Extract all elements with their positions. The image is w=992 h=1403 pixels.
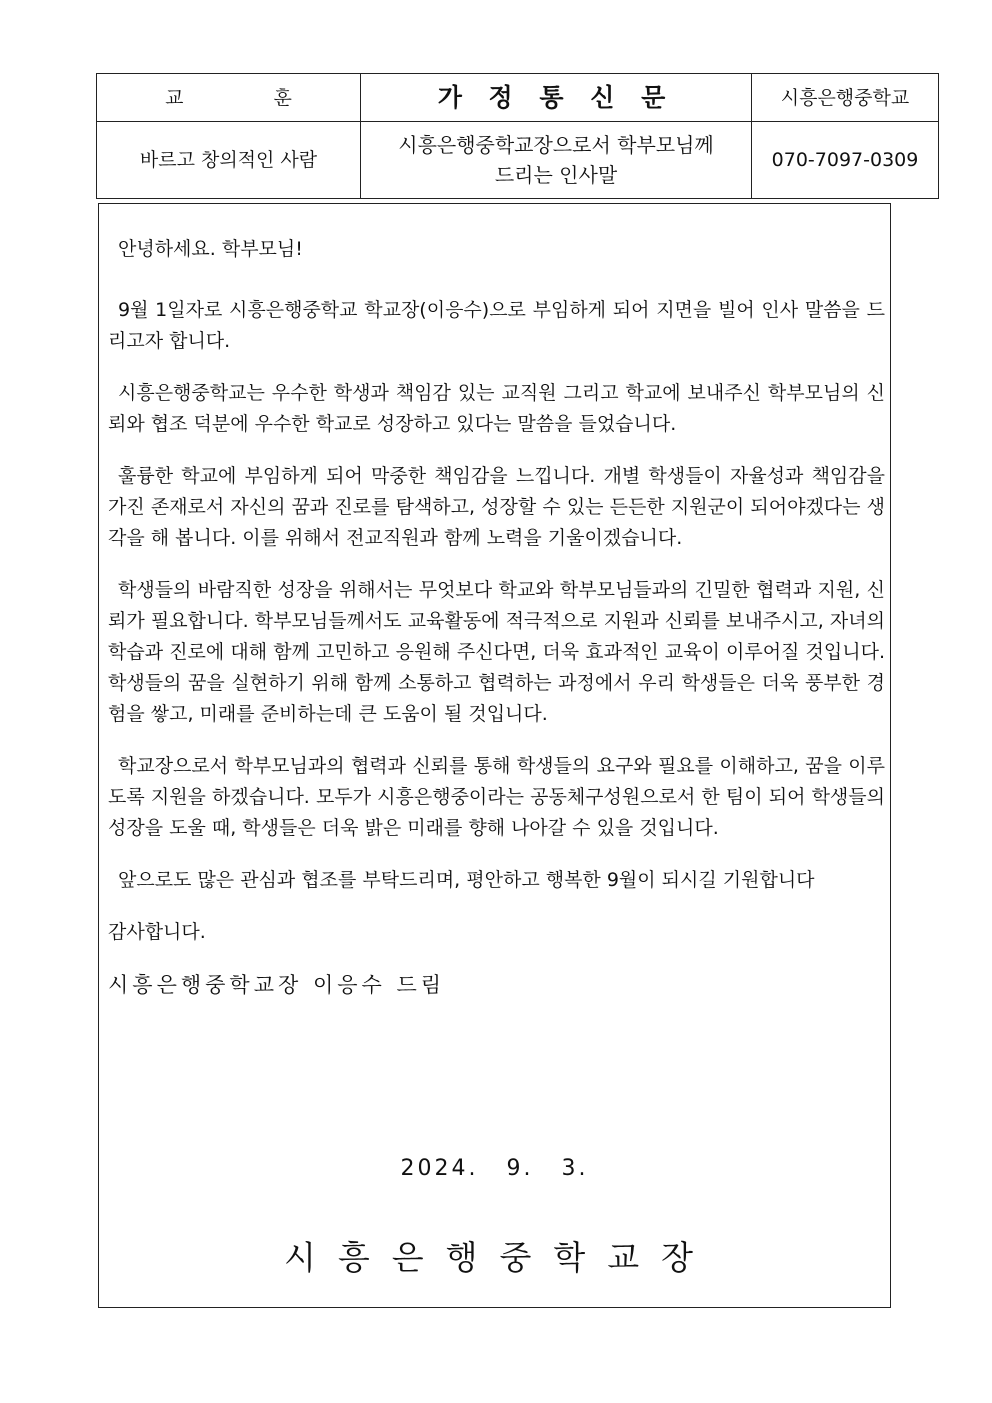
paragraph: 시흥은행중학교는 우수한 학생과 책임감 있는 교직원 그리고 학교에 보내주신 학부모님의 신뢰와 협조 덕분에 우수한 학교로 성장하고 있다는 말씀을 들었습니다.: [108, 382, 885, 435]
paragraph: 앞으로도 많은 관심과 협조를 부탁드리며, 평안하고 행복한 9월이 되시길 기원합니다: [118, 869, 815, 891]
document-title: 가 정 통 신 문: [361, 74, 752, 122]
letter-box: [98, 203, 891, 1308]
letter-date: 2024. 9. 3.: [400, 1156, 589, 1181]
school-name: 시흥은행중학교: [752, 74, 939, 122]
letter-subject: [361, 122, 752, 199]
header-row-1: [97, 74, 939, 122]
subject-line-2: 드리는 인사말: [494, 163, 618, 187]
closing-signature: 시흥은행중학교장: [283, 1238, 716, 1277]
paragraph: 학생들의 바람직한 성장을 위해서는 무엇보다 학교와 학부모님들과의 긴밀한 협력과 지원, 신뢰가 필요합니다. 학부모님들께서도 교육활동에 적극적으로 지원과 신뢰를 보내주시고, 자녀의 학습과 진로에 대해 함께 고민하고 응원해 주신다면, 더욱 효과적인 교육이 이루어질 것입니다. 학생들의 꿈을 실현하기 위해 함께 소통하고 협력하는 과정에서 우리 학생들은 더욱 풍부한 경험을 쌓고, 미래를 준비하는데 큰 도움이 될 것입니다.: [108, 579, 885, 725]
paragraph: 학교장으로서 학부모님과의 협력과 신뢰를 통해 학생들의 요구와 필요를 이해하고, 꿈을 이루도록 지원을 하겠습니다. 모두가 시흥은행중이라는 공동체구성원으로서 한 팀이 되어 학생들의 성장을 도울 때, 학생들은 더욱 밝은 미래를 향해 나아갈 수 있을 것입니다.: [108, 755, 885, 839]
header-table: [96, 73, 939, 199]
motto-label: 교 훈: [97, 74, 361, 122]
paragraph: 9월 1일자로 시흥은행중학교 학교장(이응수)으로 부임하게 되어 지면을 빌어 인사 말씀을 드리고자 합니다.: [108, 299, 885, 352]
thanks-line: 감사합니다.: [108, 921, 206, 943]
school-motto: 바르고 창의적인 사람: [97, 122, 361, 199]
header-row-2: [97, 122, 939, 199]
greeting: 안녕하세요. 학부모님!: [118, 238, 303, 260]
school-phone: 070-7097-0309: [752, 122, 939, 199]
letter-body: [108, 234, 885, 1001]
paragraph: 훌륭한 학교에 부임하게 되어 막중한 책임감을 느낍니다. 개별 학생들이 자율성과 책임감을 가진 존재로서 자신의 꿈과 진로를 탐색하고, 성장할 수 있는 든든한 지원군이 되어야겠다는 생각을 해 봅니다. 이를 위해서 전교직원과 함께 노력을 기울이겠습니다.: [108, 465, 885, 549]
subject-line-1: 시흥은행중학교장으로서 학부모님께: [398, 133, 714, 157]
sender-line: 시흥은행중학교장 이응수 드림: [108, 973, 446, 997]
